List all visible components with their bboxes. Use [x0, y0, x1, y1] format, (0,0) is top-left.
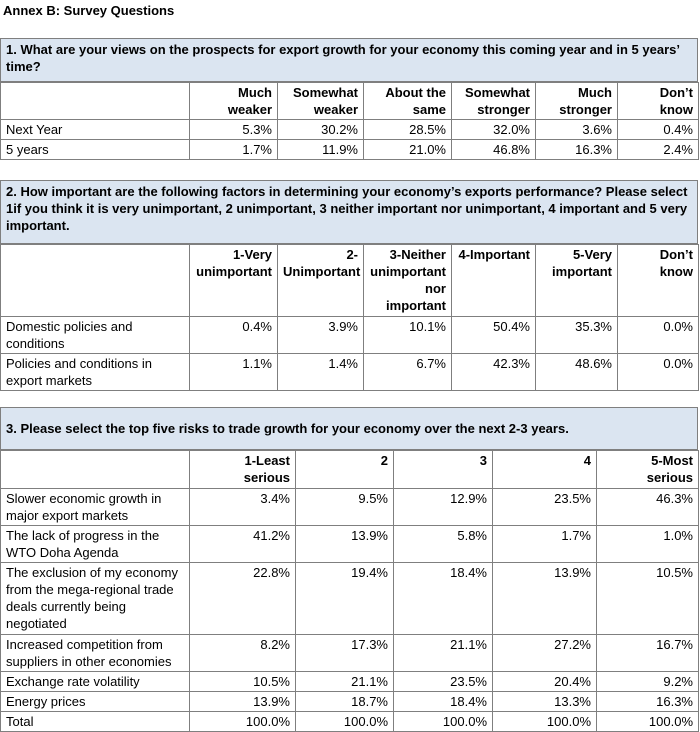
- table-cell: 23.5%: [394, 672, 493, 692]
- table-row: [1, 526, 699, 563]
- table-row: [1, 317, 699, 354]
- column-header: 2-Unimportant: [278, 245, 364, 317]
- table-cell: 41.2%: [190, 526, 296, 563]
- row-label: Domestic policies and conditions: [1, 317, 190, 354]
- table-cell: 46.3%: [597, 489, 699, 526]
- table-cell: 30.2%: [278, 120, 364, 140]
- table-cell: 48.6%: [536, 354, 618, 391]
- column-header: [1, 451, 190, 489]
- table-cell: 10.1%: [364, 317, 452, 354]
- table-cell: 8.2%: [190, 635, 296, 672]
- table-row: [1, 692, 699, 712]
- table-row: [1, 563, 699, 635]
- table-cell: 20.4%: [493, 672, 597, 692]
- table-cell: 18.7%: [296, 692, 394, 712]
- table-cell: 9.5%: [296, 489, 394, 526]
- question-1-table: [0, 82, 699, 160]
- table-cell: 100.0%: [190, 712, 296, 732]
- table-cell: 1.4%: [278, 354, 364, 391]
- row-label: Total: [1, 712, 190, 732]
- table-cell: 19.4%: [296, 563, 394, 635]
- table-cell: 35.3%: [536, 317, 618, 354]
- column-header: [1, 83, 190, 120]
- table-cell: 100.0%: [394, 712, 493, 732]
- table-row: [1, 140, 699, 160]
- table-header-row: [1, 245, 699, 317]
- column-header: Don’t know: [618, 83, 699, 120]
- table-cell: 42.3%: [452, 354, 536, 391]
- table-cell: 1.7%: [190, 140, 278, 160]
- row-label: Increased competition from suppliers in other economies: [1, 635, 190, 672]
- table-cell: 16.3%: [536, 140, 618, 160]
- table-cell: 5.8%: [394, 526, 493, 563]
- column-header: 2: [296, 451, 394, 489]
- table-cell: 21.1%: [296, 672, 394, 692]
- table-cell: 17.3%: [296, 635, 394, 672]
- column-header: 3-Neither unimportant nor important: [364, 245, 452, 317]
- table-cell: 13.3%: [493, 692, 597, 712]
- table-cell: 0.4%: [190, 317, 278, 354]
- table-cell: 50.4%: [452, 317, 536, 354]
- column-header: 4: [493, 451, 597, 489]
- table-header-row: [1, 83, 699, 120]
- column-header: Don’t know: [618, 245, 699, 317]
- table-cell: 0.0%: [618, 317, 699, 354]
- table-cell: 21.0%: [364, 140, 452, 160]
- table-cell: 46.8%: [452, 140, 536, 160]
- table-cell: 16.7%: [597, 635, 699, 672]
- table-cell: 3.4%: [190, 489, 296, 526]
- row-label: Policies and conditions in export markets: [1, 354, 190, 391]
- table-cell: 16.3%: [597, 692, 699, 712]
- table-cell: 0.4%: [618, 120, 699, 140]
- table-cell: 18.4%: [394, 692, 493, 712]
- column-header: [1, 245, 190, 317]
- annex-title: Annex B: Survey Questions: [3, 3, 175, 18]
- row-label: Next Year: [1, 120, 190, 140]
- table-cell: 0.0%: [618, 354, 699, 391]
- table-row: [1, 635, 699, 672]
- column-header: Much weaker: [190, 83, 278, 120]
- question-3-heading: 3. Please select the top five risks to trade growth for your economy over the next 2-3 years.: [0, 407, 698, 450]
- table-cell: 6.7%: [364, 354, 452, 391]
- question-2-heading: 2. How important are the following factors in determining your economy’s exports performance? Please select 1if you think it is very unimportant, 2 unimportant, 3 neither important nor unimportant, 4 important and 5 very important.: [0, 180, 698, 244]
- table-row: [1, 120, 699, 140]
- table-cell: 10.5%: [597, 563, 699, 635]
- table-cell: 27.2%: [493, 635, 597, 672]
- row-label: Slower economic growth in major export markets: [1, 489, 190, 526]
- table-cell: 3.6%: [536, 120, 618, 140]
- table-cell: 1.0%: [597, 526, 699, 563]
- table-cell: 5.3%: [190, 120, 278, 140]
- table-cell: 3.9%: [278, 317, 364, 354]
- question-2-table: [0, 244, 699, 391]
- table-cell: 2.4%: [618, 140, 699, 160]
- table-cell: 10.5%: [190, 672, 296, 692]
- table-cell: 100.0%: [597, 712, 699, 732]
- table-cell: 100.0%: [493, 712, 597, 732]
- table-row: [1, 354, 699, 391]
- table-cell: 23.5%: [493, 489, 597, 526]
- table-row: [1, 489, 699, 526]
- column-header: Much stronger: [536, 83, 618, 120]
- row-label: Exchange rate volatility: [1, 672, 190, 692]
- table-cell: 12.9%: [394, 489, 493, 526]
- table-cell: 13.9%: [296, 526, 394, 563]
- column-header: 1-Very unimportant: [190, 245, 278, 317]
- table-cell: 100.0%: [296, 712, 394, 732]
- table-row: [1, 672, 699, 692]
- column-header: 5-Very important: [536, 245, 618, 317]
- row-label: The exclusion of my economy from the mega-regional trade deals currently being negotiated: [1, 563, 190, 635]
- row-label: Energy prices: [1, 692, 190, 712]
- table-cell: 1.1%: [190, 354, 278, 391]
- column-header: 4-Important: [452, 245, 536, 317]
- table-cell: 32.0%: [452, 120, 536, 140]
- row-label: 5 years: [1, 140, 190, 160]
- column-header: Somewhat stronger: [452, 83, 536, 120]
- row-label: The lack of progress in the WTO Doha Agenda: [1, 526, 190, 563]
- table-cell: 28.5%: [364, 120, 452, 140]
- table-cell: 21.1%: [394, 635, 493, 672]
- table-cell: 11.9%: [278, 140, 364, 160]
- column-header: About the same: [364, 83, 452, 120]
- table-row-total: [1, 712, 699, 732]
- table-cell: 1.7%: [493, 526, 597, 563]
- table-cell: 13.9%: [190, 692, 296, 712]
- table-cell: 9.2%: [597, 672, 699, 692]
- question-3-table: [0, 450, 699, 732]
- column-header: 3: [394, 451, 493, 489]
- column-header: Somewhat weaker: [278, 83, 364, 120]
- table-cell: 13.9%: [493, 563, 597, 635]
- question-1-heading: 1. What are your views on the prospects for export growth for your economy this coming year and in 5 years’ time?: [0, 38, 698, 82]
- table-cell: 18.4%: [394, 563, 493, 635]
- table-header-row: [1, 451, 699, 489]
- table-cell: 22.8%: [190, 563, 296, 635]
- column-header: 1-Least serious: [190, 451, 296, 489]
- column-header: 5-Most serious: [597, 451, 699, 489]
